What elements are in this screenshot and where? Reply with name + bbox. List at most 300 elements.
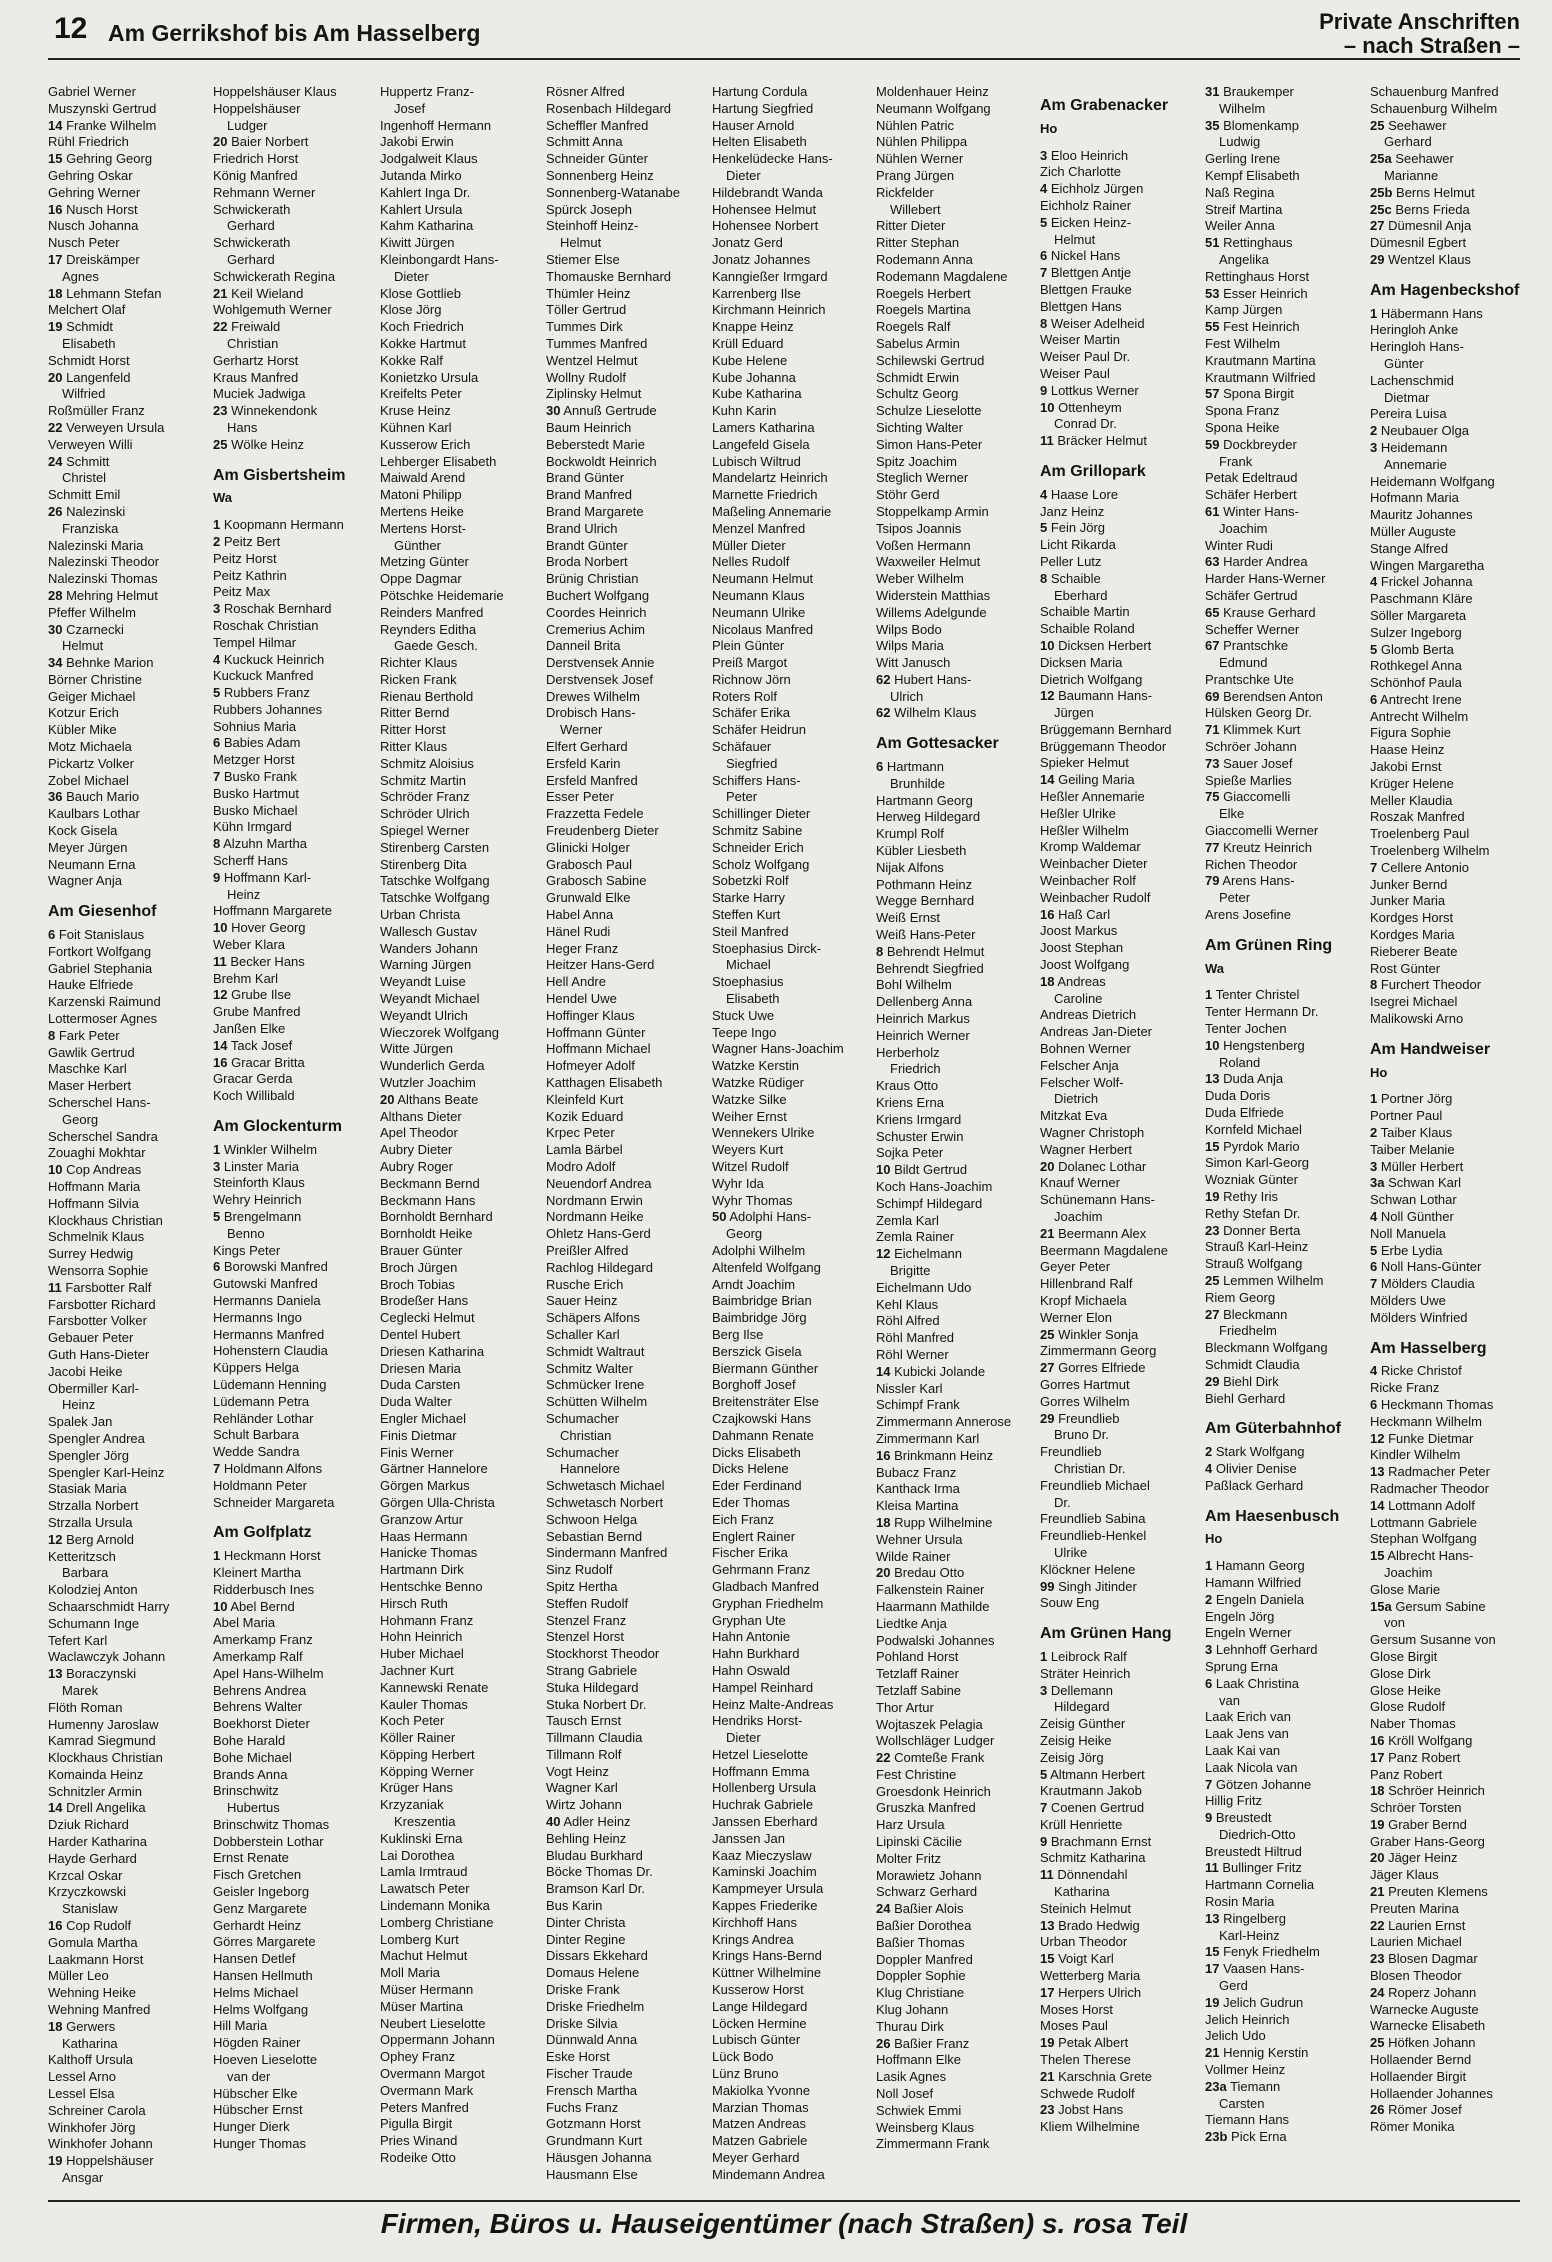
street-heading: Am Handweiser [1370, 1040, 1491, 1058]
resident-entry: Preiß Margot [712, 655, 788, 671]
resident-entry: Driesen Katharina [380, 1343, 485, 1359]
resident-entry: Freudenberg Dieter [546, 823, 659, 839]
entry-continuation: Joachim [1384, 1564, 1433, 1580]
resident-entry: Hoffmann Maria [48, 1179, 141, 1194]
resident-entry: 4 Frickel Johanna [1370, 574, 1473, 590]
resident-entry: 15 Gehring Georg [48, 151, 153, 167]
resident-entry: Fest Christine [876, 1766, 957, 1782]
resident-entry: 29 Wentzel Klaus [1370, 251, 1471, 267]
resident-entry: Witzel Rudolf [712, 1159, 789, 1174]
resident-entry: 3a Schwan Karl [1370, 1175, 1462, 1191]
resident-entry: Schmitt Emil [48, 487, 121, 503]
resident-entry: Lawatsch Peter [380, 1881, 470, 1897]
resident-entry: Komainda Heinz [48, 1766, 144, 1782]
house-number: 17 [48, 251, 63, 267]
resident-entry: Lück Bodo [712, 2049, 774, 2065]
house-number: 8 [876, 943, 884, 959]
house-number: 5 [213, 685, 221, 701]
resident-entry: 10 Hengstenberg [1205, 1037, 1305, 1053]
resident-entry: 24 Baßier Alois [876, 1901, 964, 1917]
resident-entry: Meyer Gerhard [712, 2150, 800, 2166]
resident-entry: Sindermann Manfred [546, 1545, 668, 1561]
resident-entry: Tummes Dirk [546, 319, 623, 335]
resident-entry: Breitensträter Else [712, 1394, 819, 1410]
house-number: 22 [876, 1750, 891, 1766]
resident-entry: Ohletz Hans-Gerd [546, 1226, 651, 1242]
page-footer: Firmen, Büros u. Hauseigentümer (nach Straßen) s. rosa Teil [48, 2200, 1520, 2250]
resident-entry: Laak Jens van [1205, 1726, 1289, 1742]
column-2 [213, 84, 369, 2194]
resident-entry: Warning Jürgen [380, 957, 472, 973]
resident-entry: Jakobi Ernst [1370, 759, 1442, 775]
house-number: 18 [48, 285, 63, 301]
resident-entry: Köller Rainer [380, 1730, 456, 1746]
resident-entry: Müser Martina [380, 1998, 464, 2014]
resident-entry: Strang Gabriele [546, 1662, 638, 1678]
resident-entry: Scholz Wolfgang [712, 856, 810, 872]
resident-entry: Isegrei Michael [1370, 994, 1458, 1010]
resident-entry: Panz Robert [1370, 1766, 1443, 1782]
resident-entry: Lünz Bruno [712, 2066, 779, 2082]
resident-entry: 4 Haase Lore [1040, 486, 1119, 502]
resident-entry: Beckmann Bernd [380, 1175, 480, 1191]
section-label [1319, 10, 1520, 58]
resident-entry: Brand Ulrich [546, 520, 618, 536]
resident-entry: Waclawczyk Johann [48, 1649, 166, 1665]
resident-entry: Morawietz Johann [876, 1867, 982, 1883]
resident-entry: Witte Jürgen [380, 1041, 453, 1057]
resident-entry: Knauf Werner [1040, 1175, 1120, 1191]
resident-entry: Harder Hans-Werner [1205, 571, 1326, 587]
house-number: 8 [213, 836, 221, 852]
resident-entry: Schwickerath [213, 201, 291, 217]
house-number: 4 [1040, 181, 1048, 197]
house-number: 9 [1205, 1810, 1213, 1826]
entry-continuation: Helmut [62, 638, 104, 654]
section-label-line1: Private Anschriften [1319, 9, 1520, 34]
resident-entry: 67 Prantschke [1205, 638, 1289, 654]
resident-entry: 2 Stark Wolfgang [1205, 1444, 1305, 1460]
resident-entry: Souw Eng [1040, 1595, 1100, 1611]
resident-entry: Sohnius Maria [213, 718, 297, 734]
resident-entry: Dissars Ekkehard [546, 1948, 648, 1964]
house-number: 34 [48, 655, 63, 671]
resident-entry: Freundlieb Sabina [1040, 1511, 1146, 1527]
resident-entry: Hauser Arnold [712, 117, 795, 133]
resident-entry: Helms Wolfgang [213, 2001, 309, 2017]
entry-continuation: Ludwig [1219, 134, 1261, 150]
column-3 [380, 84, 536, 2194]
entry-continuation: Ulrich [890, 688, 924, 704]
entry-continuation: Wilhelm [1219, 100, 1266, 116]
house-number: 25a [1370, 151, 1392, 167]
resident-entry: 20 Bredau Otto [876, 1565, 965, 1581]
resident-entry: Kahlert Inga Dr. [380, 184, 471, 200]
resident-entry: Dellenberg Anna [876, 994, 973, 1010]
resident-entry: Zouaghi Mokhtar [48, 1145, 146, 1161]
resident-entry: Schauenburg Wilhelm [1370, 100, 1498, 116]
house-number: 3 [1040, 147, 1048, 163]
resident-entry: Rodeike Otto [380, 2150, 456, 2166]
resident-entry: Nordmann Heike [546, 1209, 644, 1225]
entry-continuation: Frank [1219, 453, 1253, 469]
resident-entry: Peitz Kathrin [213, 567, 287, 583]
resident-entry: Pigulla Birgit [380, 2116, 453, 2132]
resident-entry: Ridderbusch Ines [213, 1581, 315, 1597]
resident-entry: Janssen Jan [712, 1830, 785, 1846]
entry-continuation: Michael [726, 957, 771, 973]
resident-entry: Weber Klara [213, 937, 286, 953]
resident-entry: 17 Dreiskämper [48, 251, 140, 267]
resident-entry: Nelles Rudolf [712, 554, 790, 570]
resident-entry: Hansen Detlef [213, 1951, 296, 1967]
resident-entry: 71 Klimmek Kurt [1205, 722, 1301, 738]
resident-entry: Kahlert Ursula [380, 201, 463, 217]
resident-entry: Sichting Walter [876, 419, 963, 435]
resident-entry: Schütten Wilhelm [546, 1394, 648, 1410]
entry-continuation: Dieter [726, 1730, 761, 1746]
resident-entry: Steinforth Klaus [213, 1175, 305, 1191]
resident-entry: Tenter Jochen [1205, 1021, 1287, 1037]
resident-entry: Radmacher Theodor [1370, 1480, 1489, 1496]
resident-entry: Gryphan Ute [712, 1612, 786, 1628]
resident-entry: Schünemann Hans- [1040, 1192, 1155, 1208]
resident-entry: Schumacher [546, 1444, 619, 1460]
resident-entry: 4 Noll Günther [1370, 1209, 1454, 1224]
resident-entry: Dicks Helene [712, 1461, 789, 1477]
resident-entry: Heinrich Werner [876, 1027, 970, 1043]
resident-entry: Kehl Klaus [876, 1296, 939, 1312]
resident-entry: Glinicki Holger [546, 839, 630, 855]
resident-entry: 25 Lemmen Wilhelm [1205, 1272, 1324, 1288]
resident-entry: 15 Voigt Karl [1040, 1951, 1114, 1967]
resident-entry: 18 Lehmann Stefan [48, 285, 162, 301]
resident-entry: Lomberg Christiane [380, 1914, 494, 1930]
house-number: 19 [1370, 1816, 1385, 1832]
house-number: 75 [1205, 789, 1220, 805]
resident-entry: Marzian Thomas [712, 2099, 809, 2115]
resident-entry: Heßler Annemarie [1040, 789, 1145, 805]
house-number: 15 [1205, 1944, 1220, 1960]
house-number: 17 [1205, 1961, 1220, 1977]
resident-entry: Weinbacher Rudolf [1040, 889, 1151, 905]
resident-entry: 1 Portner Jörg [1370, 1091, 1453, 1107]
resident-entry: Petak Edeltraud [1205, 470, 1298, 486]
resident-entry: Junker Maria [1370, 893, 1446, 909]
entry-continuation: Heinz [227, 886, 261, 902]
resident-entry: Lai Dorothea [380, 1847, 455, 1863]
resident-entry: Bornholdt Bernhard [380, 1209, 493, 1225]
house-number: 51 [1205, 235, 1220, 251]
house-number: 99 [1040, 1578, 1055, 1594]
resident-entry: Dünnwald Anna [546, 2032, 638, 2048]
entry-continuation: Marianne [1384, 167, 1439, 183]
resident-entry: Steinhoff Heinz- [546, 218, 639, 234]
resident-entry: Gabriel Werner [48, 84, 136, 99]
resident-entry: Gotzmann Horst [546, 2116, 641, 2132]
resident-entry: 9 Hoffmann Karl- [213, 869, 312, 885]
resident-entry: Krautmann Jakob [1040, 1783, 1142, 1799]
resident-entry: Bubacz Franz [876, 1464, 957, 1480]
resident-entry: Kornfeld Michael [1205, 1121, 1302, 1137]
resident-entry: Schmitz Walter [546, 1360, 633, 1376]
resident-entry: Geiger Michael [48, 688, 136, 704]
resident-entry: Schaarschmidt Harry [48, 1598, 170, 1614]
resident-entry: Amerkamp Ralf [213, 1648, 303, 1664]
resident-entry: 35 Blomenkamp [1205, 117, 1299, 133]
resident-entry: Stiemer Else [546, 251, 620, 267]
street-heading: Am Golfplatz [213, 1524, 312, 1542]
resident-entry: Falkenstein Rainer [876, 1582, 985, 1598]
resident-entry: 19 Schmidt [48, 319, 114, 335]
resident-entry: 31 Braukemper [1205, 84, 1294, 99]
resident-entry: Sojka Peter [876, 1145, 944, 1161]
resident-entry: Hermanns Manfred [213, 1326, 325, 1342]
resident-entry: Frazzetta Fedele [546, 806, 644, 822]
resident-entry: Graber Hans-Georg [1370, 1833, 1485, 1849]
resident-entry: 23b Pick Erna [1205, 2129, 1287, 2145]
resident-entry: 26 Baßier Franz [876, 2035, 970, 2051]
house-number: 18 [48, 2018, 63, 2034]
resident-entry: Nusch Johanna [48, 218, 139, 234]
resident-entry: Maschke Karl [48, 1061, 127, 1077]
resident-entry: Römer Monika [1370, 2119, 1455, 2135]
resident-entry: Glose Birgit [1370, 1648, 1438, 1664]
resident-entry: Töller Gertrud [546, 302, 627, 318]
resident-entry: Thomauske Bernhard [546, 268, 672, 284]
house-number: 28 [48, 587, 63, 603]
resident-entry: Frensch Martha [546, 2082, 638, 2098]
resident-entry: Felscher Wolf- [1040, 1074, 1124, 1090]
resident-entry: Thor Artur [876, 1699, 934, 1715]
house-number: 35 [1205, 117, 1220, 133]
resident-entry: Klose Jörg [380, 302, 442, 318]
house-number: 13 [1205, 1910, 1220, 1926]
resident-entry: Gomula Martha [48, 1934, 138, 1950]
resident-entry: Ritter Klaus [380, 739, 448, 755]
resident-entry: Nalezinski Theodor [48, 554, 160, 570]
resident-entry: Weiler Anna [1205, 218, 1275, 234]
resident-entry: Melchert Olaf [48, 302, 126, 318]
resident-entry: 62 Wilhelm Klaus [876, 705, 977, 721]
resident-entry: Kaulbars Lothar [48, 806, 140, 822]
resident-entry: Karrenberg Ilse [712, 285, 801, 301]
resident-entry: Hartung Siegfried [712, 100, 814, 116]
resident-entry: Hollaender Birgit [1370, 2068, 1467, 2084]
resident-entry: Wehner Ursula [876, 1531, 963, 1547]
resident-entry: Krautmann Wilfried [1205, 369, 1316, 385]
resident-entry: Eder Ferdinand [712, 1478, 802, 1494]
house-number: 22 [1370, 1917, 1385, 1933]
resident-entry: Wanders Johann [380, 940, 478, 956]
resident-entry: Farsbotter Richard [48, 1296, 156, 1312]
house-number: 61 [1205, 503, 1220, 519]
entry-continuation: Heinz [62, 1397, 96, 1413]
resident-entry: 16 Kröll Wolfgang [1370, 1732, 1473, 1748]
entry-continuation: Diedrich-Otto [1219, 1826, 1296, 1842]
resident-entry: Neuendorf Andrea [546, 1175, 652, 1191]
resident-entry: Spürck Joseph [546, 201, 632, 217]
house-number: 14 [213, 1037, 228, 1053]
resident-entry: Grabosch Sabine [546, 873, 647, 889]
resident-entry: Helten Elisabeth [712, 134, 807, 150]
entry-continuation: Georg [726, 1226, 763, 1242]
resident-entry: Börner Christine [48, 671, 142, 687]
resident-entry: Aubry Dieter [380, 1142, 453, 1158]
resident-entry: Köpping Werner [380, 1763, 474, 1779]
resident-entry: Weiß Hans-Peter [876, 927, 976, 943]
resident-entry: Zich Charlotte [1040, 164, 1121, 180]
resident-entry: Warnecke Elisabeth [1370, 2018, 1486, 2034]
resident-entry: Glose Heike [1370, 1682, 1441, 1698]
resident-entry: Hermanns Ingo [213, 1309, 302, 1325]
house-number: 2 [1205, 1444, 1213, 1460]
resident-entry: Strzalla Ursula [48, 1514, 133, 1530]
house-number: 69 [1205, 688, 1220, 704]
resident-entry: Nalezinski Maria [48, 537, 144, 553]
house-number: 7 [213, 769, 221, 785]
resident-entry: Ricke Franz [1370, 1380, 1440, 1396]
resident-entry: 6 Hartmann [876, 759, 944, 775]
house-number: 71 [1205, 722, 1220, 738]
resident-entry: Scheffler Manfred [546, 117, 649, 133]
resident-entry: Naber Thomas [1370, 1716, 1456, 1732]
resident-entry: Laurien Michael [1370, 1934, 1462, 1950]
entry-continuation: Benno [227, 1225, 265, 1241]
resident-entry: Urban Christa [380, 907, 461, 923]
house-number: 2 [1205, 1591, 1213, 1607]
resident-entry: Peller Lutz [1040, 553, 1102, 569]
house-number: 10 [876, 1162, 891, 1178]
entry-continuation: Barbara [62, 1565, 109, 1581]
resident-entry: Wagner Hans-Joachim [712, 1041, 844, 1057]
resident-entry: Coordes Heinrich [546, 604, 647, 620]
resident-entry: Thümler Heinz [546, 285, 631, 301]
resident-entry: Häusgen Johanna [546, 2150, 652, 2166]
resident-entry: Zemla Rainer [876, 1229, 955, 1245]
resident-entry: Kozik Eduard [546, 1108, 624, 1124]
resident-entry: Wilps Bodo [876, 621, 942, 637]
resident-entry: Pothmann Heinz [876, 876, 973, 892]
resident-entry: 34 Behnke Marion [48, 655, 154, 671]
resident-entry: Gawlik Gertrud [48, 1044, 135, 1060]
house-number: 15 [48, 151, 63, 167]
entry-continuation: Hubertus [227, 1800, 280, 1816]
resident-entry: Duda Elfriede [1205, 1105, 1284, 1121]
entry-continuation: Peter [726, 789, 758, 805]
resident-entry: Adolphi Wilhelm [712, 1242, 806, 1258]
resident-entry: Derstvensek Annie [546, 655, 655, 671]
house-number: 36 [48, 789, 63, 805]
resident-entry: Janssen Eberhard [712, 1814, 818, 1830]
resident-entry: Heger Franz [546, 940, 619, 956]
resident-entry: Kuhn Karin [712, 403, 777, 419]
entry-continuation: Karl-Heinz [1219, 1927, 1280, 1943]
resident-entry: Berg Ilse [712, 1326, 764, 1342]
entry-continuation: Katharina [1054, 1884, 1110, 1900]
resident-entry: Weiher Ernst [712, 1108, 787, 1124]
house-number: 11 [1040, 1867, 1054, 1883]
resident-entry: 11 Bullinger Fritz [1205, 1860, 1302, 1876]
house-number: 24 [876, 1901, 891, 1917]
house-number: 6 [876, 759, 884, 775]
house-number: 19 [1205, 1994, 1220, 2010]
resident-entry: Hillenbrand Ralf [1040, 1276, 1133, 1292]
resident-entry: 22 Freiwald [213, 319, 281, 335]
resident-entry: Weinbacher Rolf [1040, 873, 1136, 889]
resident-entry: 25a Seehawer [1370, 151, 1454, 167]
house-number: 15 [1370, 1548, 1385, 1564]
house-number: 25c [1370, 201, 1392, 217]
house-number: 6 [1370, 1259, 1378, 1275]
house-number: 18 [1370, 1783, 1385, 1799]
resident-entry: Bockwoldt Heinrich [546, 453, 657, 469]
resident-entry: Hoffmann Elke [876, 2052, 962, 2068]
resident-entry: 21 Hennig Kerstin [1205, 2045, 1309, 2061]
page-title: Am Gerrikshof bis Am Hasselberg [108, 20, 481, 46]
resident-entry: 26 Römer Josef [1370, 2102, 1462, 2118]
entry-continuation: van der [227, 2068, 271, 2084]
resident-entry: 28 Mehring Helmut [48, 587, 158, 603]
resident-entry: Bornholdt Heike [380, 1226, 473, 1242]
resident-entry: Wagner Christoph [1040, 1125, 1145, 1141]
house-number: 27 [1205, 1306, 1220, 1322]
resident-entry: Weinbacher Dieter [1040, 856, 1148, 872]
resident-entry: 10 Hover Georg [213, 920, 306, 936]
resident-entry: 19 Graber Bernd [1370, 1816, 1467, 1832]
resident-entry: Wetterberg Maria [1040, 1968, 1141, 1984]
resident-entry: Dinter Christa [546, 1914, 626, 1930]
resident-entry: Krüll Eduard [712, 335, 784, 351]
resident-entry: Guth Hans-Dieter [48, 1346, 150, 1362]
house-number: 13 [1040, 1917, 1055, 1933]
entry-continuation: Christian Dr. [1054, 1460, 1126, 1476]
resident-entry: Gerling Irene [1205, 151, 1281, 167]
resident-entry: Englert Rainer [712, 1528, 796, 1544]
resident-entry: Wegge Bernhard [876, 893, 975, 909]
resident-entry: Driske Silvia [546, 2015, 618, 2031]
district-code: Ho [1370, 1064, 1388, 1080]
resident-entry: Richen Theodor [1205, 856, 1298, 872]
resident-entry: Ketteritzsch [48, 1548, 116, 1564]
resident-entry: Winkhofer Jörg [48, 2119, 136, 2135]
resident-entry: 3 Linster Maria [213, 1158, 299, 1174]
resident-entry: 22 Comteße Frank [876, 1750, 985, 1766]
column-5 [712, 84, 868, 2194]
resident-entry: Prang Jürgen [876, 167, 955, 183]
resident-entry: Krzcal Oskar [48, 1867, 123, 1883]
resident-entry: Ziplinsky Helmut [546, 386, 642, 402]
resident-entry: Modro Adolf [546, 1159, 616, 1174]
resident-entry: Roßmüller Franz [48, 403, 145, 419]
resident-entry: Glose Dirk [1370, 1665, 1431, 1681]
house-number: 24 [1370, 1984, 1385, 2000]
house-number: 4 [213, 651, 221, 667]
resident-entry: 18 Andreas [1040, 973, 1106, 989]
resident-entry: Menzel Manfred [712, 520, 806, 536]
resident-entry: Hänel Rudi [546, 923, 611, 939]
resident-entry: 19 Hoppelshäuser [48, 2153, 154, 2169]
resident-entry: Wyhr Thomas [712, 1192, 793, 1208]
resident-entry: Schimpf Frank [876, 1397, 960, 1413]
resident-entry: Nühlen Werner [876, 151, 964, 167]
resident-entry: Heckmann Wilhelm [1370, 1413, 1482, 1429]
resident-entry: Kreifelts Peter [380, 386, 462, 402]
resident-entry: 7 Busko Frank [213, 769, 297, 785]
resident-entry: Zeisig Heike [1040, 1732, 1112, 1748]
house-number: 4 [1370, 1209, 1378, 1224]
resident-entry: Roegels Herbert [876, 285, 971, 301]
